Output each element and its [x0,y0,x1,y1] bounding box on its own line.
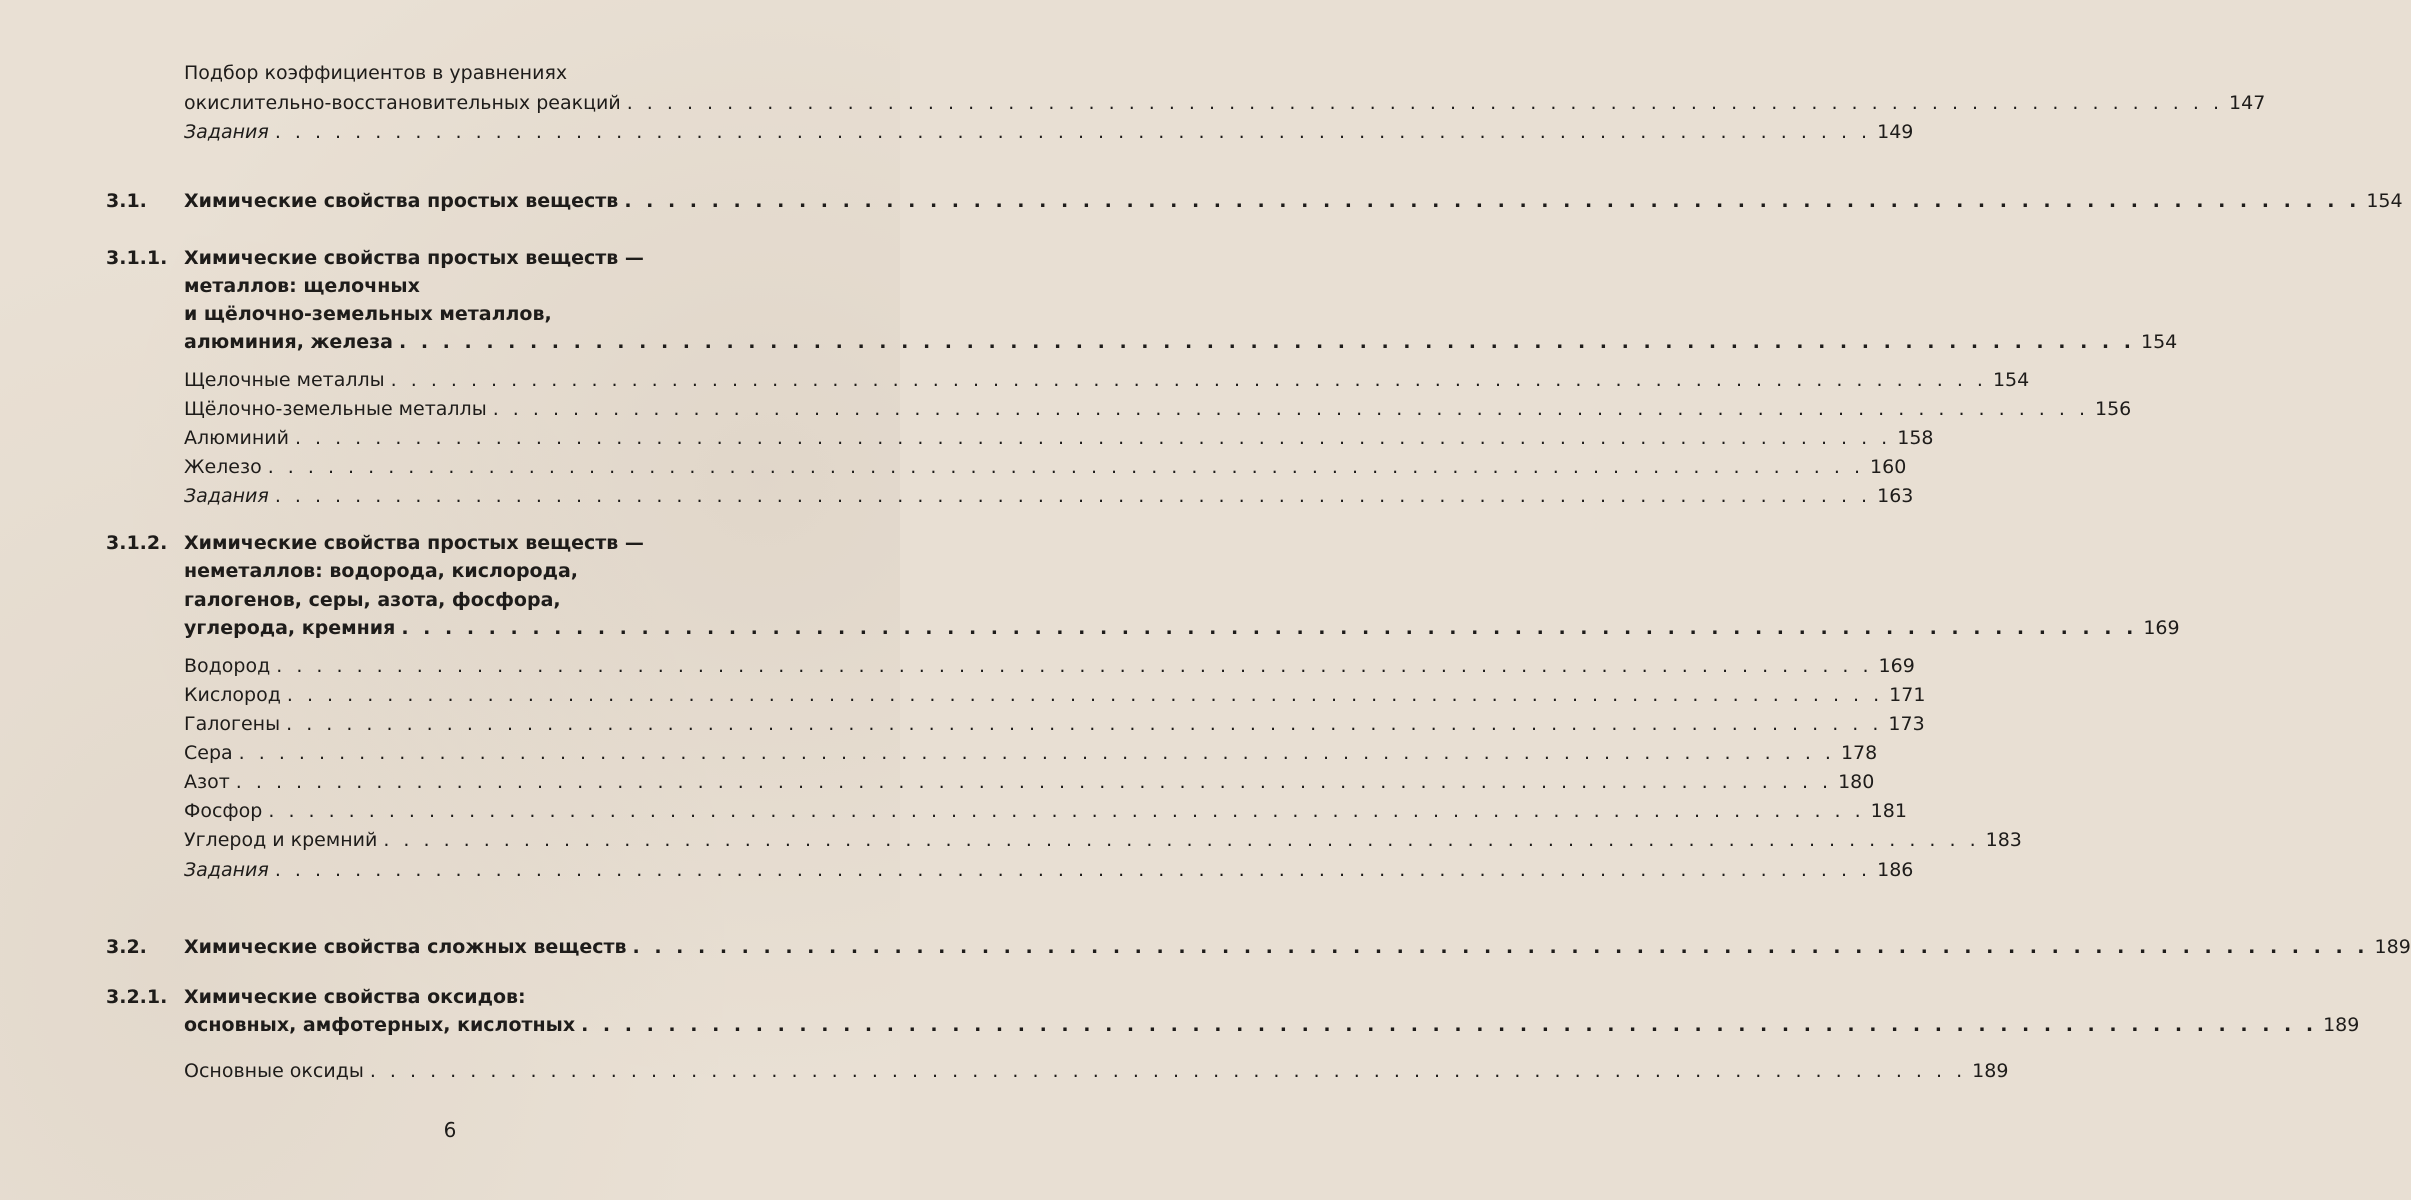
toc-line [184,88,2266,118]
toc-line [184,186,2403,216]
toc-entry [0,481,1914,511]
section-number: 3.1. [106,190,147,212]
entry-title: Азот [184,771,230,793]
entry-title: Основные оксиды [184,1060,364,1082]
entry-page-number: 169 [2143,617,2180,639]
section-number: 3.1.2. [106,532,168,554]
entry-title: и щёлочно-земельных металлов, [184,303,552,325]
entry-title: основных, амфотерных, кислотных [184,1014,576,1036]
entry-title: Задания [184,859,269,881]
toc-line [184,1056,2009,1086]
entry-page-number: 154 [2366,190,2403,212]
entry-title: металлов: щелочных [184,275,420,297]
dot-leader: . . . . . . . . . . . . . . . . . . . . . . . . . . . . . . . . . . . . . . . . . . . . . . . . . . . . . . . . . . . . . . . . . . . . . . . . . . . . . . . . [286,684,1884,706]
toc-entry [0,556,900,586]
dot-leader: . . . . . . . . . . . . . . . . . . . . . . . . . . . . . . . . . . . . . . . . . . . . . . . . . . . . . . . . . . . . . . . . . . . . . . . . . . . . . . . . [268,800,1865,822]
toc-line [184,585,876,615]
toc-entry [0,327,2178,357]
entry-title: неметаллов: водорода, кислорода, [184,560,578,582]
entry-title: Химические свойства сложных веществ [184,936,627,958]
toc-line [184,825,2022,855]
dot-leader: . . . . . . . . . . . . . . . . . . . . . . . . . . . . . . . . . . . . . . . . . . . . . . . . . . . . . . . . . . . . . . . . . . . . . . . . . . . . . . . . [267,456,1865,478]
entry-title: Химические свойства оксидов: [184,986,526,1008]
section-number: 3.2. [106,936,147,958]
toc-entry [0,299,900,329]
dot-leader: . . . . . . . . . . . . . . . . . . . . . . . . . . . . . . . . . . . . . . . . . . . . . . . . . . . . . . . . . . . . . . . . . . . . . . . . . . . . . . . . [276,655,1873,677]
toc-entry [0,1056,2009,1086]
toc-line [184,738,1878,768]
entry-page-number: 149 [1877,121,1914,143]
entry-page-number: 173 [1888,713,1925,735]
toc-entry [0,982,900,1012]
entry-title: Железо [184,456,262,478]
dot-leader: . . . . . . . . . . . . . . . . . . . . . . . . . . . . . . . . . . . . . . . . . . . . . . . . . . . . . . . . . . . . . . . . . . . . . . . . . . . . . . . . [274,485,1872,507]
toc-line [184,651,1915,681]
toc-entry [0,585,900,615]
entry-title: Задания [184,485,269,507]
toc-entry [0,58,900,88]
toc-entry [0,709,1925,739]
entry-page-number: 186 [1877,859,1914,881]
entry-page-number: 189 [2374,936,2411,958]
dot-leader: . . . . . . . . . . . . . . . . . . . . . . . . . . . . . . . . . . . . . . . . . . . . . . . . . . . . . . . . . . . . . . . . . . . . . . . . . . . . . . . . [398,331,2135,353]
toc-line [184,613,2180,643]
toc-entry [0,243,900,273]
entry-page-number: 163 [1877,485,1914,507]
dot-leader: . . . . . . . . . . . . . . . . . . . . . . . . . . . . . . . . . . . . . . . . . . . . . . . . . . . . . . . . . . . . . . . . . . . . . . . . . . . . . . . . [286,713,1883,735]
entry-title: галогенов, серы, азота, фосфора, [184,589,561,611]
toc-entry [0,613,2180,643]
dot-leader: . . . . . . . . . . . . . . . . . . . . . . . . . . . . . . . . . . . . . . . . . . . . . . . . . . . . . . . . . . . . . . . . . . . . . . . . . . . . . . . . [369,1060,1967,1082]
toc-line [184,855,1914,885]
entry-title: Задания [184,121,269,143]
entry-title: Алюминий [184,427,289,449]
entry-page-number: 154 [1992,369,2030,391]
entry-page-number: 183 [1985,829,2022,851]
toc-line [184,709,1925,739]
entry-title: Щёлочно-земельные металлы [184,398,487,420]
dot-leader: . . . . . . . . . . . . . . . . . . . . . . . . . . . . . . . . . . . . . . . . . . . . . . . . . . . . . . . . . . . . . . . . . . . . . . . . . . . . . . . . [401,617,2138,639]
entry-title: Углерод и кремний [184,829,378,851]
toc-entry [0,932,2411,962]
toc-line [184,299,876,329]
toc-entry [0,651,1915,681]
entry-title: Фосфор [184,800,263,822]
entry-title: Химические свойства простых веществ — [184,532,644,554]
dot-leader: . . . . . . . . . . . . . . . . . . . . . . . . . . . . . . . . . . . . . . . . . . . . . . . . . . . . . . . . . . . . . . . . . . . . . . . . . . . . . . . . [383,829,1980,851]
toc-line [184,58,876,88]
entry-page-number: 169 [1878,655,1915,677]
toc-entry [0,855,1914,885]
entry-title: окислительно-восстановительных реакций [184,92,621,114]
toc-line [184,243,876,273]
toc-line [184,528,876,558]
entry-page-number: 171 [1889,684,1926,706]
toc-entry [0,528,900,558]
dot-leader: . . . . . . . . . . . . . . . . . . . . . . . . . . . . . . . . . . . . . . . . . . . . . . . . . . . . . . . . . . . . . . . . . . . . . . . . . . . . . . . . [294,427,1892,449]
toc-line [184,423,1934,453]
dot-leader: . . . . . . . . . . . . . . . . . . . . . . . . . . . . . . . . . . . . . . . . . . . . . . . . . . . . . . . . . . . . . . . . . . . . . . . . . . . . . . . . [274,121,1872,143]
toc-line [184,365,2030,395]
entry-title: алюминия, железа [184,331,393,353]
toc-line [184,982,876,1012]
dot-leader: . . . . . . . . . . . . . . . . . . . . . . . . . . . . . . . . . . . . . . . . . . . . . . . . . . . . . . . . . . . . . . . . . . . . . . . . . . . . . . . . [626,92,2224,114]
toc-entry [0,738,1878,768]
section-number: 3.2.1. [106,986,168,1008]
toc-entry [0,1010,2360,1040]
toc-line [184,452,1907,482]
dot-leader: . . . . . . . . . . . . . . . . . . . . . . . . . . . . . . . . . . . . . . . . . . . . . . . . . . . . . . . . . . . . . . . . . . . . . . . . . . . . . . . . [235,771,1833,793]
toc-entry [0,680,1926,710]
toc-line [184,394,2132,424]
dot-leader: . . . . . . . . . . . . . . . . . . . . . . . . . . . . . . . . . . . . . . . . . . . . . . . . . . . . . . . . . . . . . . . . . . . . . . . . . . . . . . . . [390,369,1987,391]
entry-page-number: 160 [1870,456,1907,478]
toc-line [184,327,2178,357]
entry-page-number: 181 [1870,800,1907,822]
toc-line [184,680,1926,710]
entry-title: Галогены [184,713,281,735]
entry-title: Химические свойства простых веществ [184,190,619,212]
entry-page-number: 189 [1972,1060,2009,1082]
toc-entry [0,271,900,301]
toc-line [184,556,876,586]
toc-line [184,932,2411,962]
dot-leader: . . . . . . . . . . . . . . . . . . . . . . . . . . . . . . . . . . . . . . . . . . . . . . . . . . . . . . . . . . . . . . . . . . . . . . . . . . . . . . . . [492,398,2089,420]
toc-entry [0,796,1907,826]
toc-entry [0,452,1907,482]
entry-page-number: 178 [1840,742,1878,764]
entry-title: Щелочные металлы [184,369,385,391]
toc-entry [0,117,1914,147]
toc-entry [0,88,2266,118]
toc-entry [0,394,2132,424]
page-number: 6 [443,1118,457,1142]
dot-leader: . . . . . . . . . . . . . . . . . . . . . . . . . . . . . . . . . . . . . . . . . . . . . . . . . . . . . . . . . . . . . . . . . . . . . . . . . . . . . . . . [238,742,1835,764]
entry-page-number: 147 [2229,92,2266,114]
toc-line [184,271,876,301]
toc-entry [0,423,1934,453]
toc-line [184,1010,2360,1040]
dot-leader: . . . . . . . . . . . . . . . . . . . . . . . . . . . . . . . . . . . . . . . . . . . . . . . . . . . . . . . . . . . . . . . . . . . . . . . . . . . . . . . . [274,859,1872,881]
entry-page-number: 180 [1838,771,1875,793]
dot-leader: . . . . . . . . . . . . . . . . . . . . . . . . . . . . . . . . . . . . . . . . . . . . . . . . . . . . . . . . . . . . . . . . . . . . . . . . . . . . . . . . [632,936,2369,958]
entry-page-number: 158 [1897,427,1934,449]
dot-leader: . . . . . . . . . . . . . . . . . . . . . . . . . . . . . . . . . . . . . . . . . . . . . . . . . . . . . . . . . . . . . . . . . . . . . . . . . . . . . . . . [581,1014,2318,1036]
toc-line [184,767,1875,797]
entry-title: Водород [184,655,271,677]
entry-title: Сера [184,742,233,764]
toc-entry [0,186,2403,216]
toc-entry [0,767,1875,797]
entry-title: Химические свойства простых веществ — [184,247,644,269]
entry-page-number: 189 [2323,1014,2360,1036]
dot-leader: . . . . . . . . . . . . . . . . . . . . . . . . . . . . . . . . . . . . . . . . . . . . . . . . . . . . . . . . . . . . . . . . . . . . . . . . . . . . . . . . [624,190,2361,212]
toc-line [184,117,1914,147]
entry-title: углерода, кремния [184,617,396,639]
toc-entry [0,825,2022,855]
section-number: 3.1.1. [106,247,168,269]
toc-line [184,796,1907,826]
entry-page-number: 156 [2095,398,2132,420]
entry-title: Кислород [184,684,281,706]
toc-entry [0,365,2030,395]
toc-line [184,481,1914,511]
entry-page-number: 154 [2140,331,2178,353]
entry-title: Подбор коэффициентов в уравнениях [184,62,568,84]
